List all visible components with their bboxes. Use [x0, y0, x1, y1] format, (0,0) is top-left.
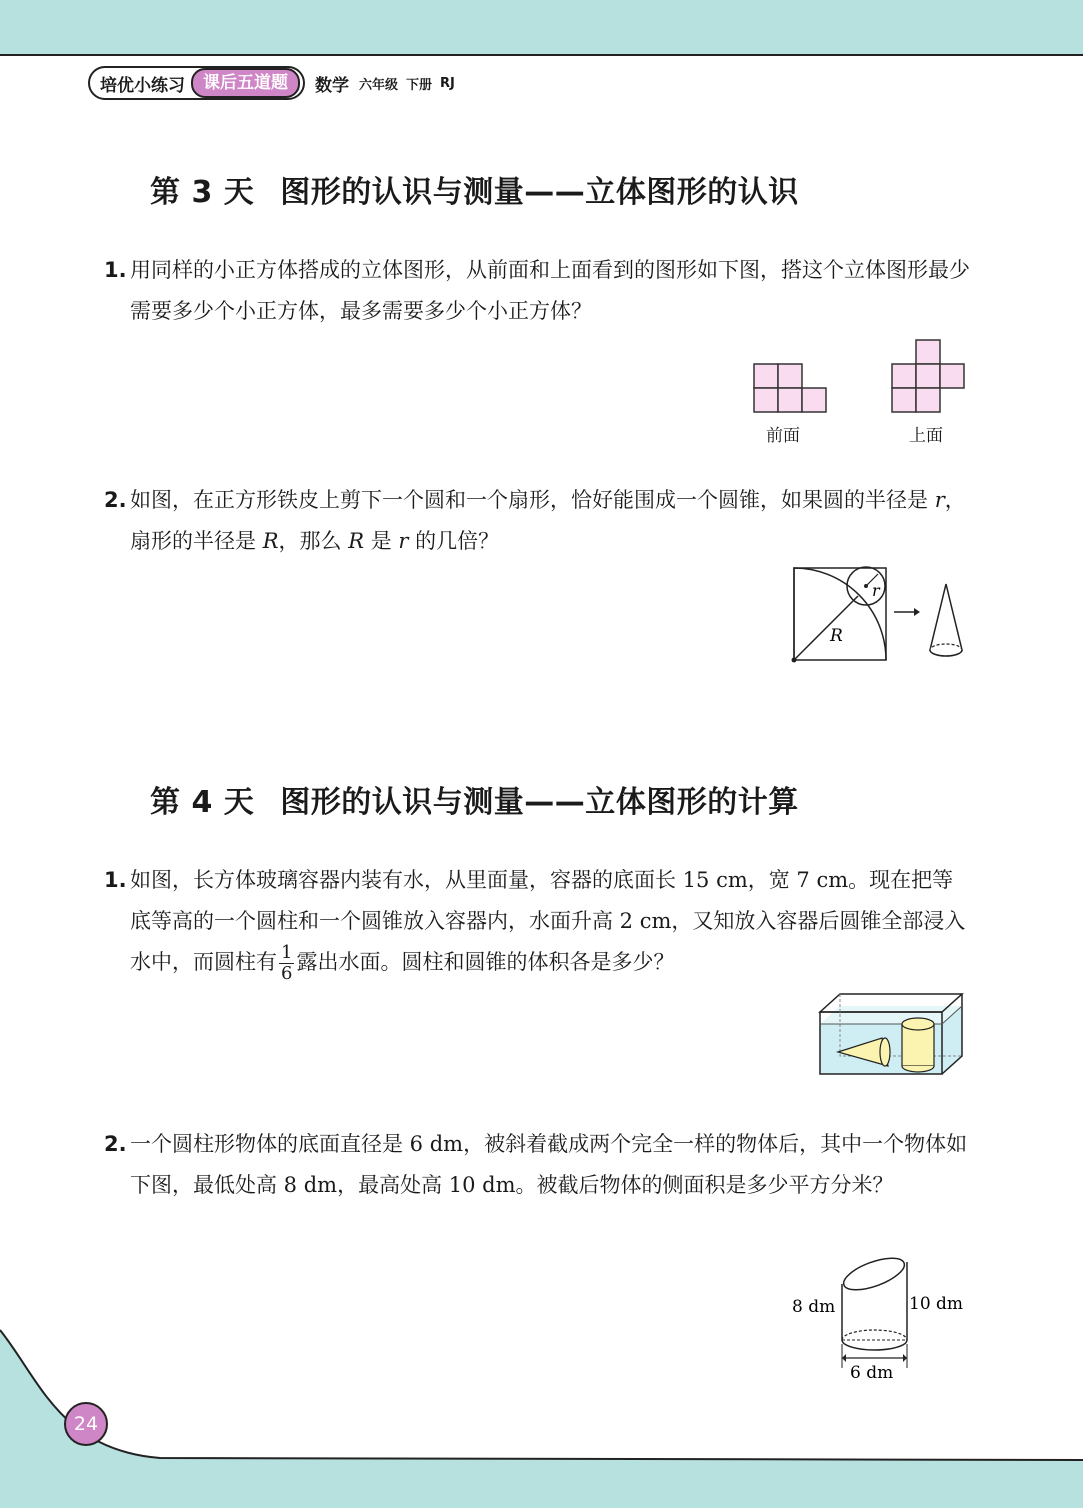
low-height-label: 8 dm	[792, 1297, 836, 1317]
top-band	[0, 0, 1083, 56]
big-R-label: R	[830, 626, 843, 646]
day4-question-1	[104, 860, 974, 984]
cut-cylinder-figure	[786, 1248, 976, 1382]
question-number: 1.	[104, 868, 127, 892]
subseries-name: 课后五道题	[191, 68, 300, 98]
question-text: 一个圆柱形物体的底面直径是 6 dm，被斜着截成两个完全一样的物体后，其中一个物体如下图，最低处高 8 dm，最高处高 10 dm。被截后物体的侧面积是多少平方分米？	[130, 1132, 968, 1197]
question-number: 1.	[104, 258, 127, 282]
series-badge	[88, 66, 305, 100]
day3-question-1	[104, 250, 974, 332]
volume: 下册	[406, 77, 433, 93]
day3-question-2	[104, 480, 974, 562]
cone-net-figure	[788, 564, 978, 670]
day4-title: 图形的认识与测量——立体图形的计算	[280, 785, 799, 820]
page-header	[88, 66, 455, 100]
question-text: 如图，在正方形铁皮上剪下一个圆和一个扇形，恰好能围成一个圆锥，如果圆的半径是 r，扇形的半径是 R，那么 R 是 r 的几倍？	[130, 488, 966, 553]
edition: RJ	[440, 75, 455, 91]
fraction-one-sixth: $\frac{1}{6}$	[281, 942, 293, 984]
day4-question-2	[104, 1124, 974, 1206]
question-number: 2.	[104, 488, 127, 512]
subject: 数学	[315, 75, 349, 96]
front-view-label: 前面	[766, 426, 800, 446]
high-height-label: 10 dm	[909, 1294, 964, 1314]
views-figure	[750, 336, 970, 416]
day3-title: 图形的认识与测量——立体图形的认识	[280, 175, 799, 210]
series-name: 培优小练习	[100, 75, 185, 96]
grade: 六年级	[359, 77, 399, 93]
day4-day: 第 4 天	[150, 785, 255, 820]
day3-day: 第 3 天	[150, 175, 255, 210]
question-text: 如图，长方体玻璃容器内装有水，从里面量，容器的底面长 15 cm，宽 7 cm。现在把等底等高的一个圆柱和一个圆锥放入容器内，水面升高 2 cm，又知放入容器后圆锥全部浸入水中，而圆柱有 $\frac{1}{6}$ 露出水面。圆柱和圆锥的体积各是多少？	[130, 868, 966, 984]
day3-heading	[150, 167, 799, 211]
top-view-label: 上面	[909, 426, 943, 446]
small-r-label: r	[872, 581, 880, 600]
page-number: 24	[64, 1402, 108, 1446]
container-figure	[816, 990, 968, 1080]
day4-heading	[150, 777, 799, 821]
question-text: 用同样的小正方体搭成的立体图形，从前面和上面看到的图形如下图，搭这个立体图形最少需要多少个小正方体，最多需要多少个小正方体？	[130, 258, 970, 323]
diameter-label: 6 dm	[850, 1363, 894, 1382]
question-number: 2.	[104, 1132, 127, 1156]
